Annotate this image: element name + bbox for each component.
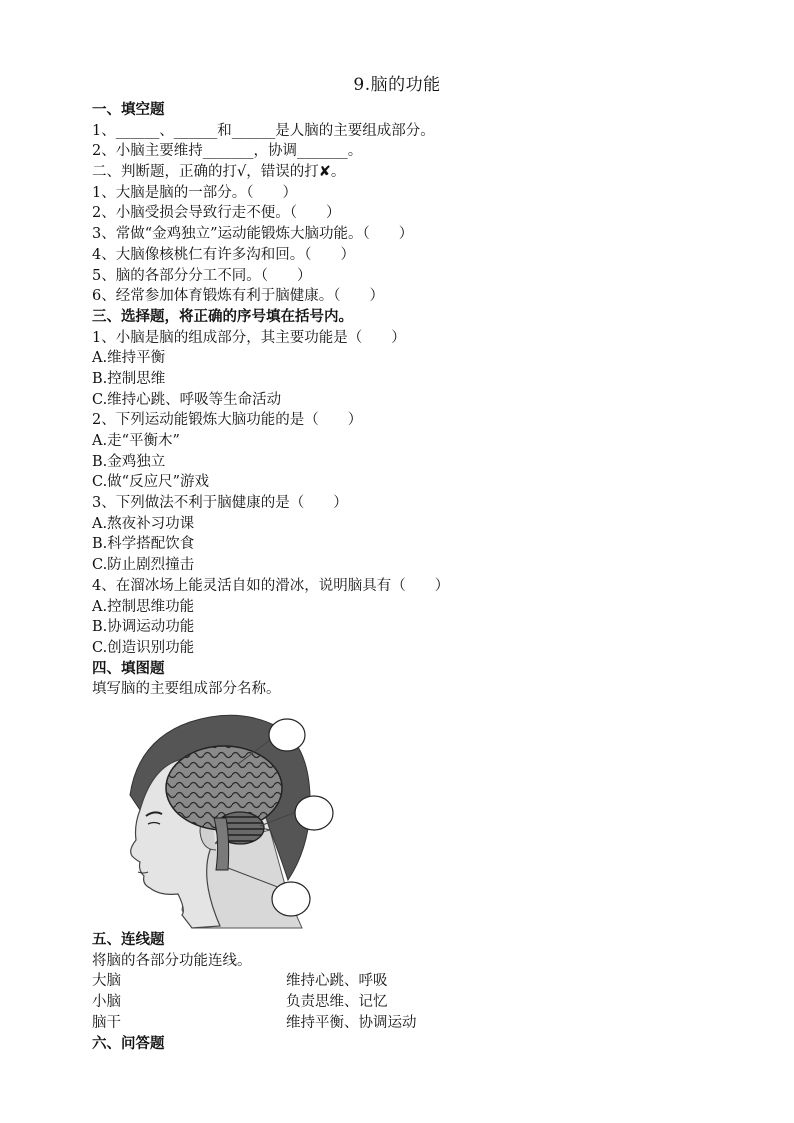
choice-option: B.金鸡独立 <box>92 453 166 470</box>
choice-option: C.防止剧烈撞击 <box>92 557 195 574</box>
choice-option: B.控制思维 <box>92 370 166 387</box>
judge-item-3: 3、常做“金鸡独立”运动能锻炼大脑功能。（ ） <box>92 226 414 243</box>
choice-option: C.创造识别功能 <box>92 639 195 656</box>
choice-question-1: 1、小脑是脑的组成部分，其主要功能是（ ） <box>92 329 406 346</box>
judge-item-4: 4、大脑像核桃仁有许多沟和回。（ ） <box>92 246 355 263</box>
choice-option: A.熬夜补习功课 <box>92 515 195 532</box>
label-circle-3 <box>272 882 310 916</box>
matching-instruction: 将脑的各部分功能连线。 <box>92 952 252 969</box>
choice-question-3: 3、下列做法不利于脑健康的是（ ） <box>92 495 348 512</box>
choice-option: B.科学搭配饮食 <box>92 536 195 553</box>
section-5-heading: 五、连线题 <box>92 930 165 948</box>
choice-option: C.做“反应尺”游戏 <box>92 474 210 491</box>
judge-item-6: 6、经常参加体育锻炼有利于脑健康。（ ） <box>92 288 384 305</box>
choice-option: A.维持平衡 <box>92 350 166 367</box>
judge-item-1: 1、大脑是脑的一部分。（ ） <box>92 184 297 201</box>
judge-item-2: 2、小脑受损会导致行走不便。（ ） <box>92 205 341 222</box>
match-left-item: 脑干 <box>92 1015 121 1032</box>
fill-question-2: 2、小脑主要维持_______，协调_______。 <box>92 143 363 160</box>
match-left-item: 小脑 <box>92 994 121 1011</box>
match-left-item: 大脑 <box>92 973 121 990</box>
choice-option: A.控制思维功能 <box>92 598 195 615</box>
fill-question-1: 1、______、______和______是人脑的主要组成部分。 <box>92 122 435 139</box>
match-right-item: 维持心跳、呼吸 <box>286 973 388 990</box>
worksheet-content <box>92 100 732 1055</box>
head-brain-illustration <box>120 700 540 930</box>
label-circle-1 <box>269 719 305 751</box>
brain-figure <box>120 700 540 930</box>
matching-row <box>92 1013 732 1034</box>
section-1-heading: 一、填空题 <box>92 101 165 118</box>
matching-row <box>92 992 732 1013</box>
label-circle-2 <box>295 796 333 830</box>
judge-item-5: 5、脑的各部分分工不同。（ ） <box>92 267 312 284</box>
choice-option: A.走“平衡木” <box>92 433 180 449</box>
figure-instruction: 填写脑的主要组成部分名称。 <box>92 681 281 698</box>
choice-option: B.协调运动功能 <box>92 619 195 636</box>
section-6-heading: 六、问答题 <box>92 1035 165 1053</box>
matching-row <box>92 971 732 992</box>
match-right-item: 负责思维、记忆 <box>286 994 388 1011</box>
section-3-heading: 三、选择题，将正确的序号填在括号内。 <box>92 307 353 325</box>
choice-option: C.维持心跳、呼吸等生命活动 <box>92 391 282 408</box>
page-title: 9.脑的功能 <box>353 75 441 95</box>
choice-question-2: 2、下列运动能锻炼大脑功能的是（ ） <box>92 412 363 429</box>
section-2-heading: 二、判断题，正确的打√，错误的打✘。 <box>92 164 346 181</box>
choice-question-4: 4、在溜冰场上能灵活自如的滑冰，说明脑具有（ ） <box>92 577 450 594</box>
section-4-heading: 四、填图题 <box>92 659 165 677</box>
match-right-item: 维持平衡、协调运动 <box>286 1015 417 1032</box>
